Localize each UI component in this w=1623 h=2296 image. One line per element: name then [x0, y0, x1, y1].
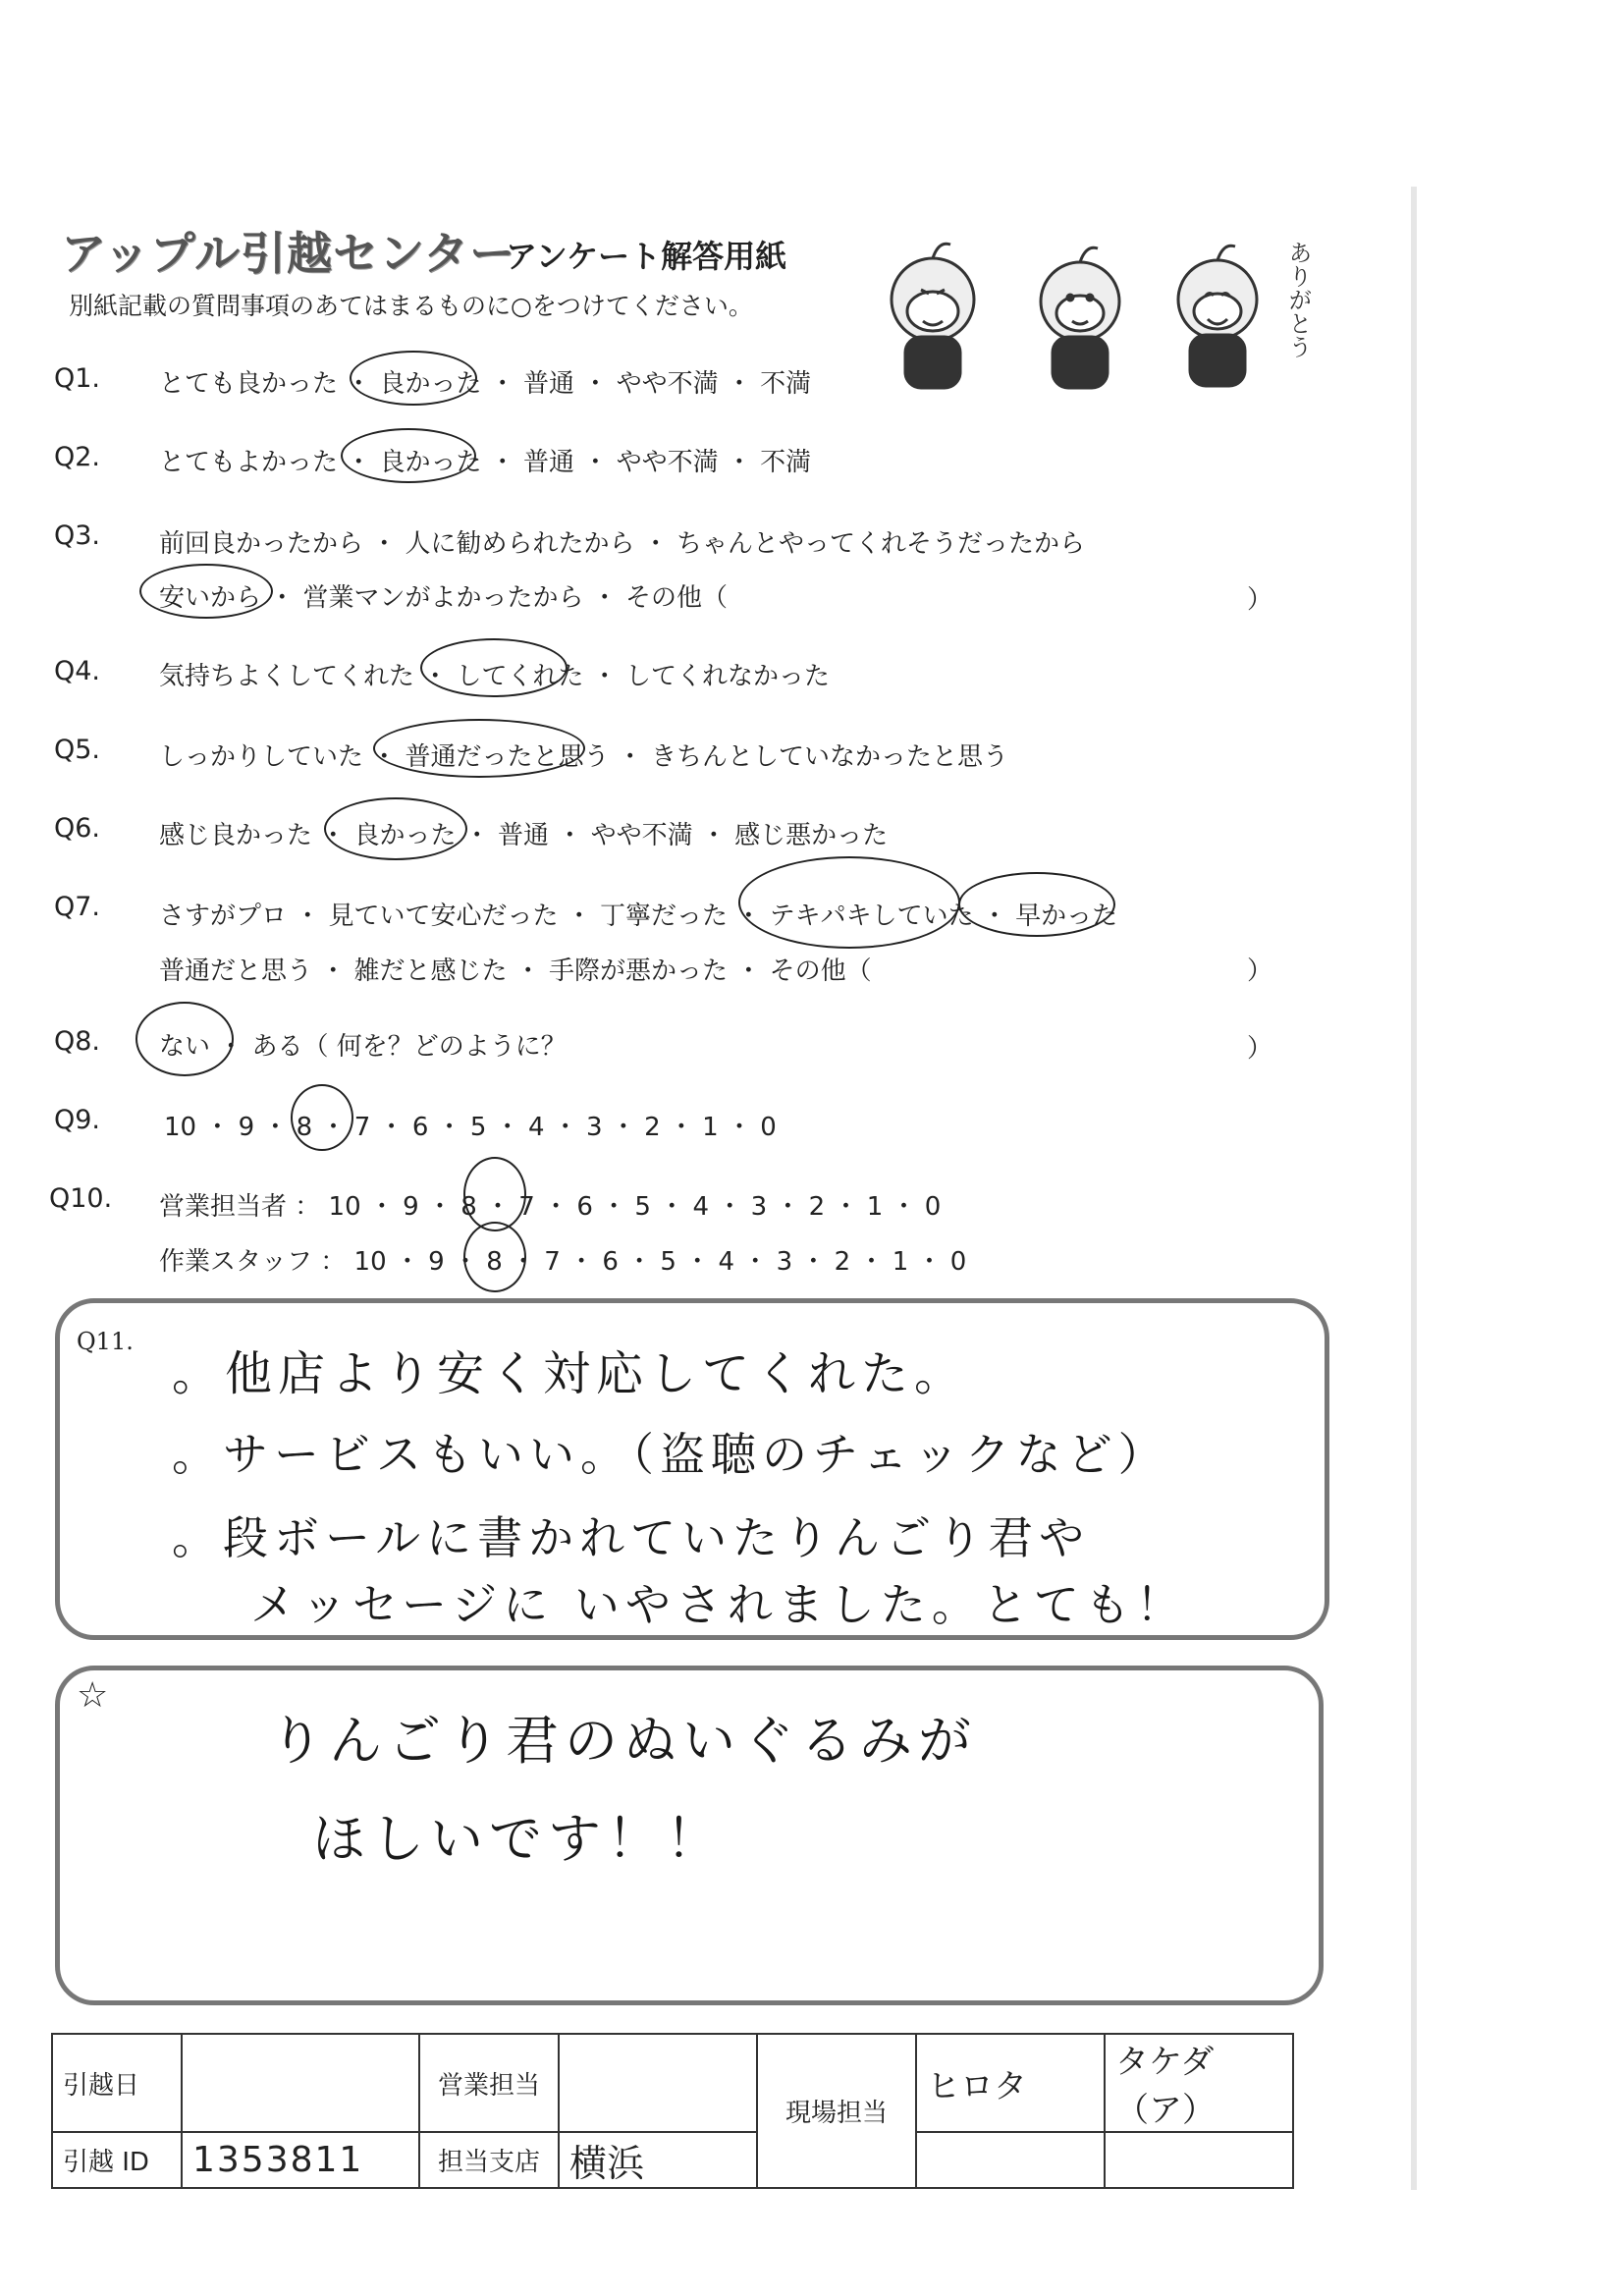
instruction-text: 別紙記載の質問事項のあてはまるものに○をつけてください。 [69, 292, 753, 320]
q10-sales-selection-circle [463, 1157, 526, 1231]
q1-options: とても良かった ・ 良かった ・ 普通 ・ やや不満 ・ 不満 [159, 369, 812, 399]
q9-label: Q9. [54, 1105, 101, 1135]
move-date-label: 引越日 [52, 2034, 182, 2132]
move-date-value [182, 2034, 419, 2132]
q2-label: Q2. [54, 442, 101, 472]
q2-selection-circle [341, 428, 476, 483]
sales-rep-label: 営業担当 [419, 2034, 559, 2132]
page-edge-shadow [1411, 187, 1417, 2190]
monkey-icon [1041, 247, 1119, 388]
branch-label: 担当支店 [419, 2132, 559, 2188]
q10-staff-selection-circle [463, 1222, 526, 1292]
q7-options-line1: さすがプロ ・ 見ていて安心だった ・ 丁寧だった ・ テキパキしていた ・ 早かった [159, 902, 1118, 931]
q3-label: Q3. [54, 520, 101, 551]
q10-sales-options: 営業担当者 ： 10 ・ 9 ・ 8 ・ 7 ・ 6 ・ 5 ・ 4 ・ 3 ・ 2 ・ 1 ・ 0 [159, 1192, 942, 1222]
footer-info-table [51, 2033, 1294, 2189]
q6-options: 感じ良かった ・ 良かった ・ 普通 ・ やや不満 ・ 感じ悪かった [159, 821, 889, 850]
monkey-mascots-illustration [864, 231, 1316, 408]
q1-label: Q1. [54, 363, 101, 394]
site-rep-value-4 [1105, 2132, 1293, 2188]
company-title: アップル引越センター [61, 227, 516, 280]
q4-options: 気持ちよくしてくれた ・ してくれた ・ してくれなかった [159, 662, 831, 691]
q1-selection-circle [350, 351, 477, 406]
request-comment-line-2: ほしいです！！ [312, 1808, 725, 1870]
q4-label: Q4. [54, 656, 101, 686]
site-rep-value-1: ヒロタ [916, 2034, 1105, 2132]
monkey-icon [1178, 246, 1257, 386]
q8-selection-circle [135, 1002, 234, 1076]
star-icon: ☆ [77, 1675, 109, 1716]
q5-label: Q5. [54, 735, 101, 765]
q8-options: ない ・ ある（ 何を？どのように？ [159, 1032, 567, 1062]
move-id-label: 引越 ID [52, 2132, 182, 2188]
q3-options-line1: 前回良かったから ・ 人に勧められたから ・ ちゃんとやってくれそうだったから [159, 529, 1086, 559]
q11-comment-line-1: 。他店より安く対応してくれた。 [172, 1346, 968, 1401]
q11-comment-line-3: 。段ボールに書かれていたりんごり君や [172, 1511, 1091, 1564]
q11-comment-line-2: 。サービスもいい。（盗聴のチェックなど） [172, 1428, 1169, 1481]
q10-label: Q10. [49, 1183, 113, 1214]
q8-label: Q8. [54, 1026, 101, 1057]
q4-selection-circle [420, 638, 568, 697]
q11-label: Q11. [77, 1328, 134, 1355]
site-rep-label: 現場担当 [757, 2034, 916, 2188]
site-rep-value-2: タケダ（ア） [1105, 2034, 1293, 2132]
q6-label: Q6. [54, 813, 101, 844]
q7-label: Q7. [54, 892, 101, 922]
q5-options: しっかりしていた ・ 普通だったと思う ・ きちんとしていなかったと思う [159, 742, 1009, 772]
sales-rep-value [559, 2034, 757, 2132]
move-id-value: 1353811 [182, 2132, 419, 2188]
branch-value: 横浜 [559, 2132, 757, 2188]
form-subtitle: アンケート解答用紙 [506, 238, 787, 275]
thanks-text: ありがとう [1284, 241, 1312, 358]
q11-comment-line-4: メッセージに いやされました。とても！ [250, 1578, 1187, 1631]
q3-selection-circle [139, 564, 273, 619]
q7-close-paren: ） [1247, 957, 1273, 986]
q3-options-line2: 安いから ・ 営業マンがよかったから ・ その他（ [159, 583, 729, 613]
q7-selection-circle-hayakatta [958, 872, 1115, 937]
q9-selection-circle [291, 1084, 353, 1151]
q5-selection-circle [373, 719, 585, 778]
q9-options: 10 ・ 9 ・ 8 ・ 7 ・ 6 ・ 5 ・ 4 ・ 3 ・ 2 ・ 1 ・ 0 [164, 1113, 777, 1142]
q8-close-paren: ） [1247, 1034, 1273, 1064]
q7-options-line2: 普通だと思う ・ 雑だと感じた ・ 手際が悪かった ・ その他（ [159, 957, 872, 986]
request-comment-line-1: りんごり君のぬいぐるみが [270, 1710, 977, 1772]
q7-selection-circle-tekipaki [738, 856, 960, 949]
q6-selection-circle [324, 797, 467, 860]
monkey-icon [892, 244, 974, 388]
q10-staff-options: 作業スタッフ ： 10 ・ 9 ・ 8 ・ 7 ・ 6 ・ 5 ・ 4 ・ 3 ・ 2 ・ 1 ・ 0 [159, 1247, 967, 1277]
q3-close-paren: ） [1247, 585, 1273, 615]
site-rep-value-3 [916, 2132, 1105, 2188]
q2-options: とてもよかった ・ 良かった ・ 普通 ・ やや不満 ・ 不満 [159, 448, 812, 477]
